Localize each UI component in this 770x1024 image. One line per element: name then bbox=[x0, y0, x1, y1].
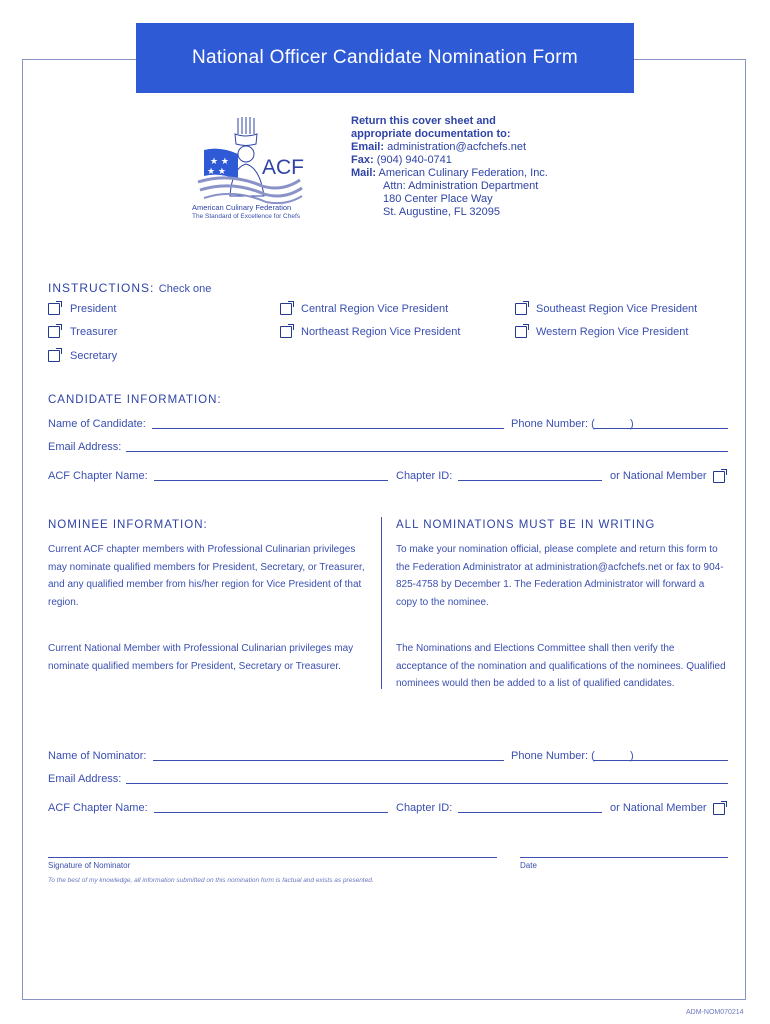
date-label: Date bbox=[520, 861, 537, 870]
mail-line-4: St. Augustine, FL 32095 bbox=[383, 206, 501, 218]
fax-label: Fax: bbox=[351, 154, 374, 166]
option-western-vp-label: Western Region Vice President bbox=[536, 326, 689, 338]
candidate-email-field[interactable] bbox=[126, 451, 728, 452]
disclaimer: To the best of my knowledge, all information submitted on this nomination form is factual and exists as presented. bbox=[48, 877, 374, 884]
date-field[interactable] bbox=[520, 857, 728, 858]
mail-line-3: 180 Center Place Way bbox=[383, 193, 493, 205]
nominator-name-label: Name of Nominator: bbox=[48, 750, 147, 762]
option-northeast-vp-label: Northeast Region Vice President bbox=[301, 326, 461, 338]
candidate-chapter-id-field[interactable] bbox=[458, 480, 602, 481]
instructions-hint: Check one bbox=[158, 283, 212, 295]
acf-logo bbox=[190, 116, 320, 226]
nominations-heading: ALL NOMINATIONS MUST BE IN WRITING bbox=[396, 519, 656, 531]
signature-field[interactable] bbox=[48, 857, 497, 858]
form-code: ADM-NOM070214 bbox=[686, 1009, 744, 1016]
candidate-chapter-field[interactable] bbox=[154, 480, 388, 481]
checkbox-central-vp[interactable] bbox=[280, 303, 292, 315]
nominator-chapter-id-field[interactable] bbox=[458, 812, 602, 813]
checkbox-treasurer[interactable] bbox=[48, 326, 60, 338]
instructions-heading: INSTRUCTIONS: Check one bbox=[48, 281, 212, 295]
candidate-name-field[interactable] bbox=[152, 428, 504, 429]
nominator-name-field[interactable] bbox=[153, 760, 504, 761]
nominator-phone-field[interactable] bbox=[594, 760, 728, 761]
candidate-chapter-id-label: Chapter ID: bbox=[396, 470, 453, 482]
nominator-national-checkbox[interactable] bbox=[713, 803, 725, 815]
svg-text:★ ★: ★ ★ bbox=[207, 167, 226, 177]
nominator-phone-label: Phone Number: ( bbox=[511, 750, 595, 762]
contact-heading-2: appropriate documentation to: bbox=[351, 128, 511, 140]
mail-line-2: Attn: Administration Department bbox=[383, 180, 539, 192]
option-southeast-vp-label: Southeast Region Vice President bbox=[536, 303, 698, 315]
nominee-info-heading: NOMINEE INFORMATION: bbox=[48, 519, 208, 531]
contact-email[interactable]: administration@acfchefs.net bbox=[387, 141, 527, 153]
chef-flag-logo-icon bbox=[190, 116, 320, 208]
nominator-email-field[interactable] bbox=[126, 783, 728, 784]
nominator-chapter-field[interactable] bbox=[154, 812, 388, 813]
candidate-phone-label: Phone Number: ( bbox=[511, 418, 595, 430]
option-central-vp-label: Central Region Vice President bbox=[301, 303, 449, 315]
checkbox-president[interactable] bbox=[48, 303, 60, 315]
checkbox-southeast-vp[interactable] bbox=[515, 303, 527, 315]
svg-text:★ ★: ★ ★ bbox=[210, 157, 229, 167]
nominator-chapter-label: ACF Chapter Name: bbox=[48, 802, 148, 814]
candidate-phone-close: ) bbox=[630, 418, 634, 430]
mail-line-1: American Culinary Federation, Inc. bbox=[378, 167, 548, 179]
org-name: American Culinary Federation bbox=[192, 203, 292, 212]
candidate-national-checkbox[interactable] bbox=[713, 471, 725, 483]
checkbox-western-vp[interactable] bbox=[515, 326, 527, 338]
candidate-name-label: Name of Candidate: bbox=[48, 418, 146, 430]
candidate-email-label: Email Address: bbox=[48, 441, 122, 453]
option-president-label: President bbox=[70, 303, 117, 315]
nominations-para-2: The Nominations and Elections Committee shall then verify the acceptance of the nomination and qualifications of the nominees. Qualified nominees would then be added to a list of qualified candidates. bbox=[396, 643, 726, 689]
org-tagline: The Standard of Excellence for Chefs bbox=[192, 213, 301, 220]
option-treasurer-label: Treasurer bbox=[70, 326, 118, 338]
checkbox-secretary[interactable] bbox=[48, 350, 60, 362]
nominee-info-para-2: Current National Member with Professional Culinarian privileges may nominate qualified members for President, Secretary or Treasurer. bbox=[48, 643, 354, 672]
candidate-chapter-label: ACF Chapter Name: bbox=[48, 470, 148, 482]
mail-label: Mail: bbox=[351, 167, 377, 179]
logo-mark-text: ACF bbox=[262, 156, 304, 179]
email-label: Email: bbox=[351, 141, 385, 153]
nominator-email-label: Email Address: bbox=[48, 773, 122, 785]
contact-fax: (904) 940-0741 bbox=[376, 154, 452, 166]
candidate-phone-field[interactable] bbox=[594, 428, 728, 429]
nominator-chapter-id-label: Chapter ID: bbox=[396, 802, 453, 814]
signature-label: Signature of Nominator bbox=[48, 861, 131, 870]
candidate-info-heading: CANDIDATE INFORMATION: bbox=[48, 394, 222, 406]
nominations-para-1: To make your nomination official, please complete and return this form to the Federation Administrator at administration@acfchefs.net or fax to 904-825-4758 by December 1. The Federation Administrator will forward a copy to the nominee. bbox=[396, 544, 724, 608]
nominee-info-para-1: Current ACF chapter members with Professional Culinarian privileges may nominate qualified members for President, Secretary, or Treasurer, and any qualified member from his/her region for Vice President of that region. bbox=[48, 544, 365, 608]
form-title-banner bbox=[136, 23, 634, 93]
page-title: National Officer Candidate Nomination Form bbox=[191, 47, 579, 68]
option-secretary-label: Secretary bbox=[70, 350, 118, 362]
contact-block bbox=[351, 115, 548, 219]
checkbox-northeast-vp[interactable] bbox=[280, 326, 292, 338]
contact-heading-1: Return this cover sheet and bbox=[351, 115, 496, 127]
nominator-national-label: or National Member bbox=[610, 802, 707, 814]
candidate-national-label: or National Member bbox=[610, 470, 707, 482]
nominator-phone-close: ) bbox=[630, 750, 634, 762]
column-divider bbox=[381, 517, 382, 689]
